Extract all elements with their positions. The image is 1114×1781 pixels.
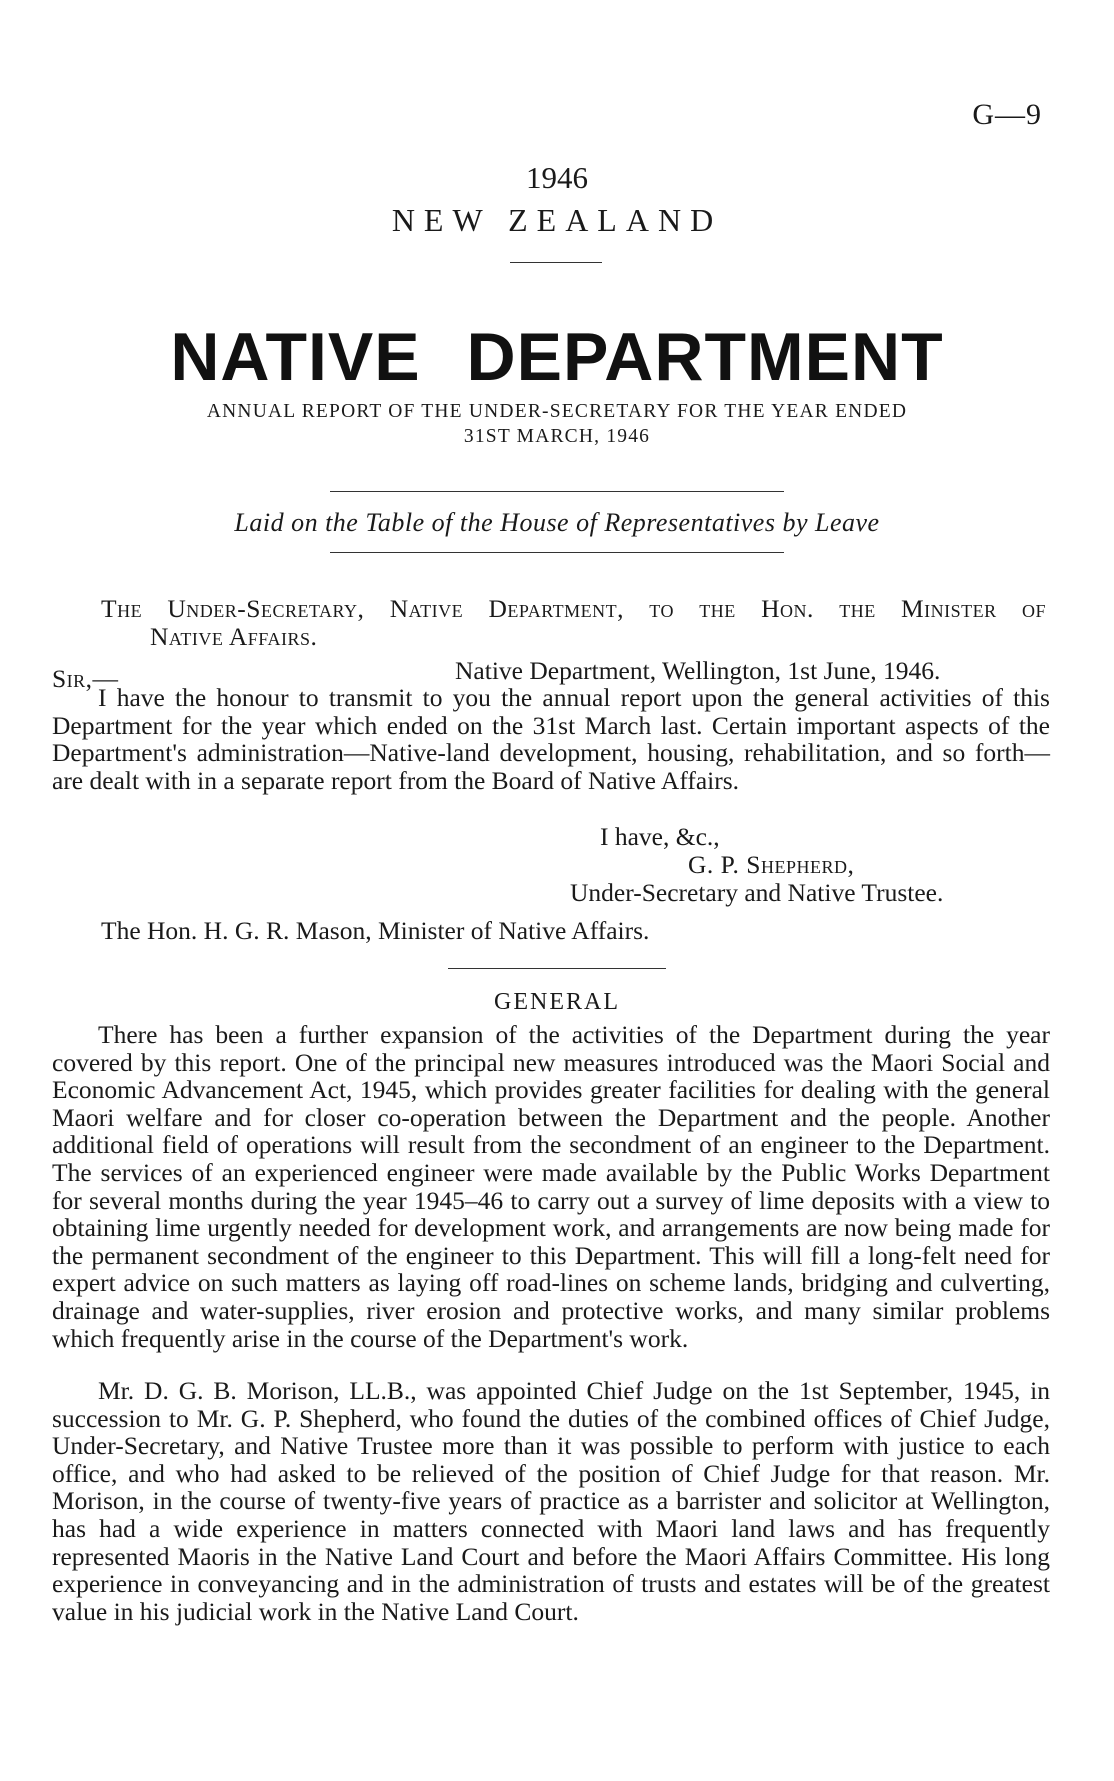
- document-subtitle-date: 31ST MARCH, 1946: [463, 426, 651, 447]
- general-paragraph-2: Mr. D. G. B. Morison, LL.B., was appointed Chief Judge on the 1st September, 1945, in succession to Mr. G. P. Shepherd, who found the duties of the combined offices of Chief Judge, Under-Secretary, and Native Trustee more than it was possible to perform with justice to each office, and who had asked to be relieved of the position of Chief Judge for that reason. Mr. Morison, in the course of twenty-five years of practice as a barrister and solicitor at Wellington, has had a wide experience in matters connected with Maori land laws and has frequently represented Maoris in the Native Land Court and before the Maori Affairs Committee. His long experience in conveyancing and in the administration of trusts and estates will be of the greatest value in his judicial work in the Native Land Court.: [52, 1376, 1050, 1626]
- divider-rule: [510, 262, 602, 263]
- letter-salutation: Sir,—: [52, 664, 119, 693]
- document-title: NATIVE DEPARTMENT: [170, 319, 944, 395]
- country-heading: NEW ZEALAND: [391, 202, 723, 238]
- divider-rule: [330, 491, 784, 492]
- divider-rule: [448, 968, 666, 969]
- letter-place-date: Native Department, Wellington, 1st June, 1946.: [455, 656, 941, 685]
- letter-closing: I have, &c.,: [600, 822, 720, 851]
- letter-signatory: G. P. Shepherd,: [688, 850, 855, 879]
- report-year: 1946: [526, 160, 588, 195]
- page-number: G—9: [972, 98, 1042, 131]
- letter-signatory-title: Under-Secretary and Native Trustee.: [570, 878, 944, 907]
- letter-body: I have the honour to transmit to you the annual report upon the general activities of this Department for the year which ended on the 31st March last. Certain important aspects of the Department's administration—Native-land development, housing, rehabilitation, and so forth—are dealt with in a separate report from the Board of Native Affairs.: [52, 683, 1050, 795]
- letter-addressee: The Hon. H. G. R. Mason, Minister of Native Affairs.: [101, 916, 650, 945]
- section-heading-general: GENERAL: [494, 989, 620, 1015]
- document-subtitle: ANNUAL REPORT OF THE UNDER-SECRETARY FOR THE YEAR ENDED: [206, 401, 908, 422]
- letter-address-cont: Native Affairs.: [150, 622, 318, 651]
- letter-address: The Under-Secretary, Native Department, to the Hon. the Minister of: [101, 594, 1046, 623]
- divider-rule: [330, 552, 784, 553]
- general-paragraph-1: There has been a further expansion of the activities of the Department during the year covered by this report. One of the principal new measures introduced was the Maori Social and Economic Advancement Act, 1945, which provides greater facilities for dealing with the general Maori welfare and for closer co-operation between the Department and the people. Another additional field of operations will result from the secondment of an engineer to the Department. The services of an experienced engineer were made available by the Public Works Department for several months during the year 1945–46 to carry out a survey of lime deposits with a view to obtaining lime urgently needed for development work, and arrangements are now being made for the permanent secondment of the engineer to this Department. This will fill a long-felt need for expert advice on such matters as laying off road-lines on scheme lands, bridging and culverting, drainage and water-supplies, river erosion and protective works, and many similar problems which frequently arise in the course of the Department's work.: [52, 1020, 1050, 1353]
- laid-on-table-note: Laid on the Table of the House of Representatives by Leave: [234, 508, 880, 537]
